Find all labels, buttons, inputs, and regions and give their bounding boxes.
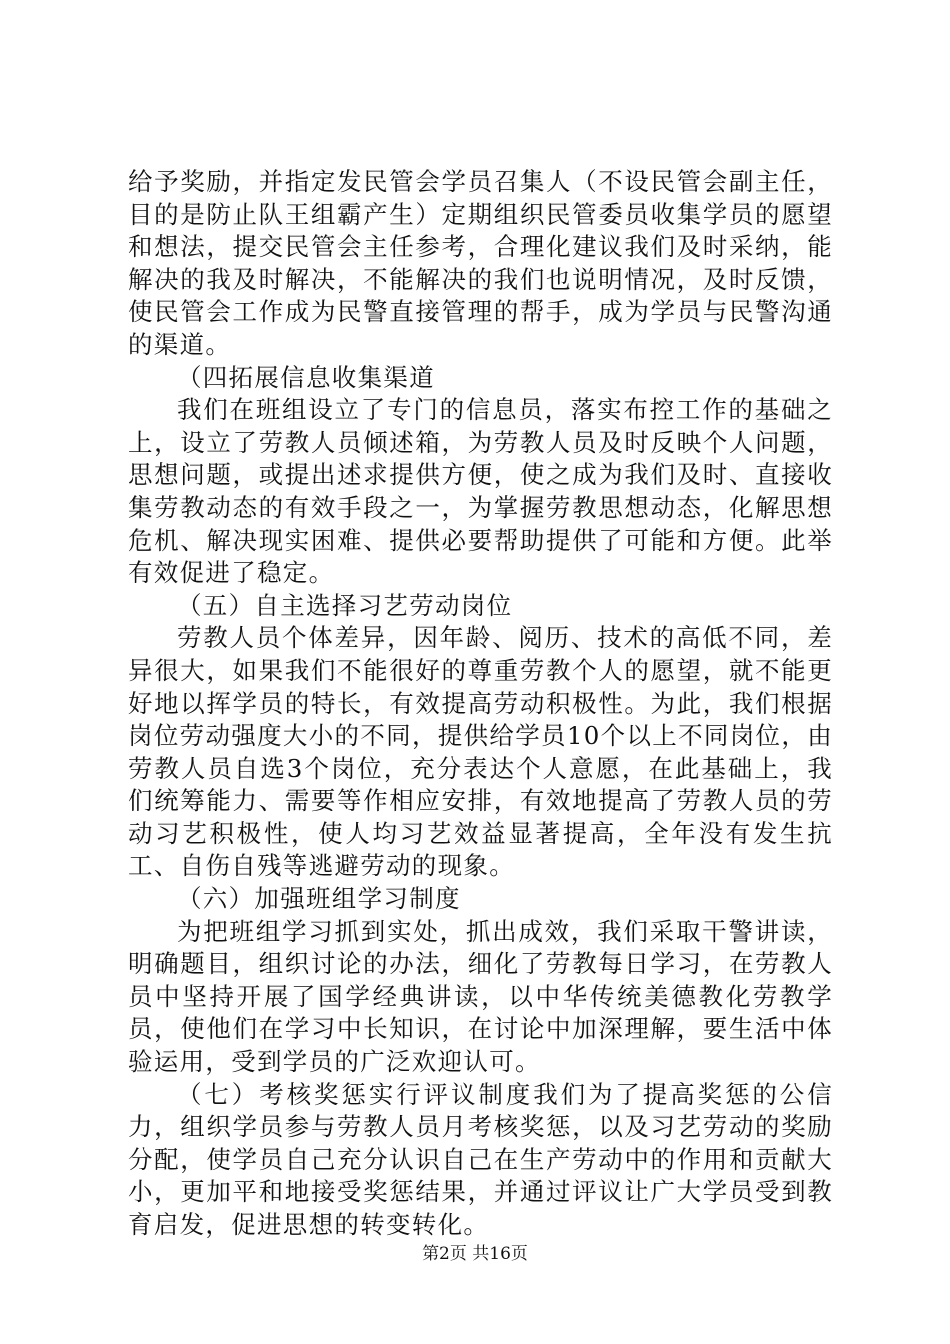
paragraph-section-4: 我们在班组设立了专门的信息员，落实布控工作的基础之上，设立了劳教人员倾述箱，为劳教人员及时反映个人问题，思想问题，或提出述求提供方便，使之成为我们及时、直接收集劳教动态的有效手段之一，为掌握劳教思想动态，化解思想危机、解决现实困难、提供必要帮助提供了可能和方便。此举有效促进了稳定。 bbox=[128, 395, 833, 588]
paragraph-section-7: （七）考核奖惩实行评议制度我们为了提高奖惩的公信力，组织学员参与劳教人员月考核奖惩，以及习艺劳动的奖励分配，使学员自己充分认识自己在生产劳动中的作用和贡献大小，更加平和地接受奖惩结果，并通过评议让广大学员受到教育启发，促进思想的转变转化。 bbox=[128, 1079, 833, 1239]
section-heading-5: （五）自主选择习艺劳动岗位 bbox=[177, 590, 513, 620]
section-heading-6: （六）加强班组学习制度 bbox=[177, 884, 461, 914]
paragraph-section-5: 劳教人员个体差异，因年龄、阅历、技术的高低不同，差异很大，如果我们不能很好的尊重劳教个人的愿望，就不能更好地以挥学员的特长，有效提高劳动积极性。为此，我们根据岗位劳动强度大小的不同，提供给学员10个以上不同岗位，由劳教人员自选3个岗位，充分表达个人意愿，在此基础上，我们统筹能力、需要等作相应安排，有效地提高了劳教人员的劳动习艺积极性，使人均习艺效益显著提高，全年没有发生抗工、自伤自残等逃避劳动的现象。 bbox=[128, 623, 833, 881]
section-heading-4: （四拓展信息收集渠道 bbox=[177, 362, 435, 392]
paragraph-section-6: 为把班组学习抓到实处，抓出成效，我们采取干警讲读，明确题目，组织讨论的办法，细化了劳教每日学习，在劳教人员中坚持开展了国学经典讲读，以中华传统美德教化劳教学员，使他们在学习中长知识，在讨论中加深理解，要生活中体验运用，受到学员的广泛欢迎认可。 bbox=[128, 916, 833, 1077]
page-number-footer: 第2页 共16页 bbox=[422, 1244, 528, 1264]
document-body bbox=[128, 166, 833, 1242]
paragraph-continued: 给予奖励，并指定发民管会学员召集人（不设民管会副主任，目的是防止队王组霸产生）定期组织民管委员收集学员的愿望和想法，提交民管会主任参考，合理化建议我们及时采纳，能解决的我及时解决，不能解决的我们也说明情况，及时反馈，使民管会工作成为民警直接管理的帮手，成为学员与民警沟通的渠道。 bbox=[128, 167, 833, 359]
